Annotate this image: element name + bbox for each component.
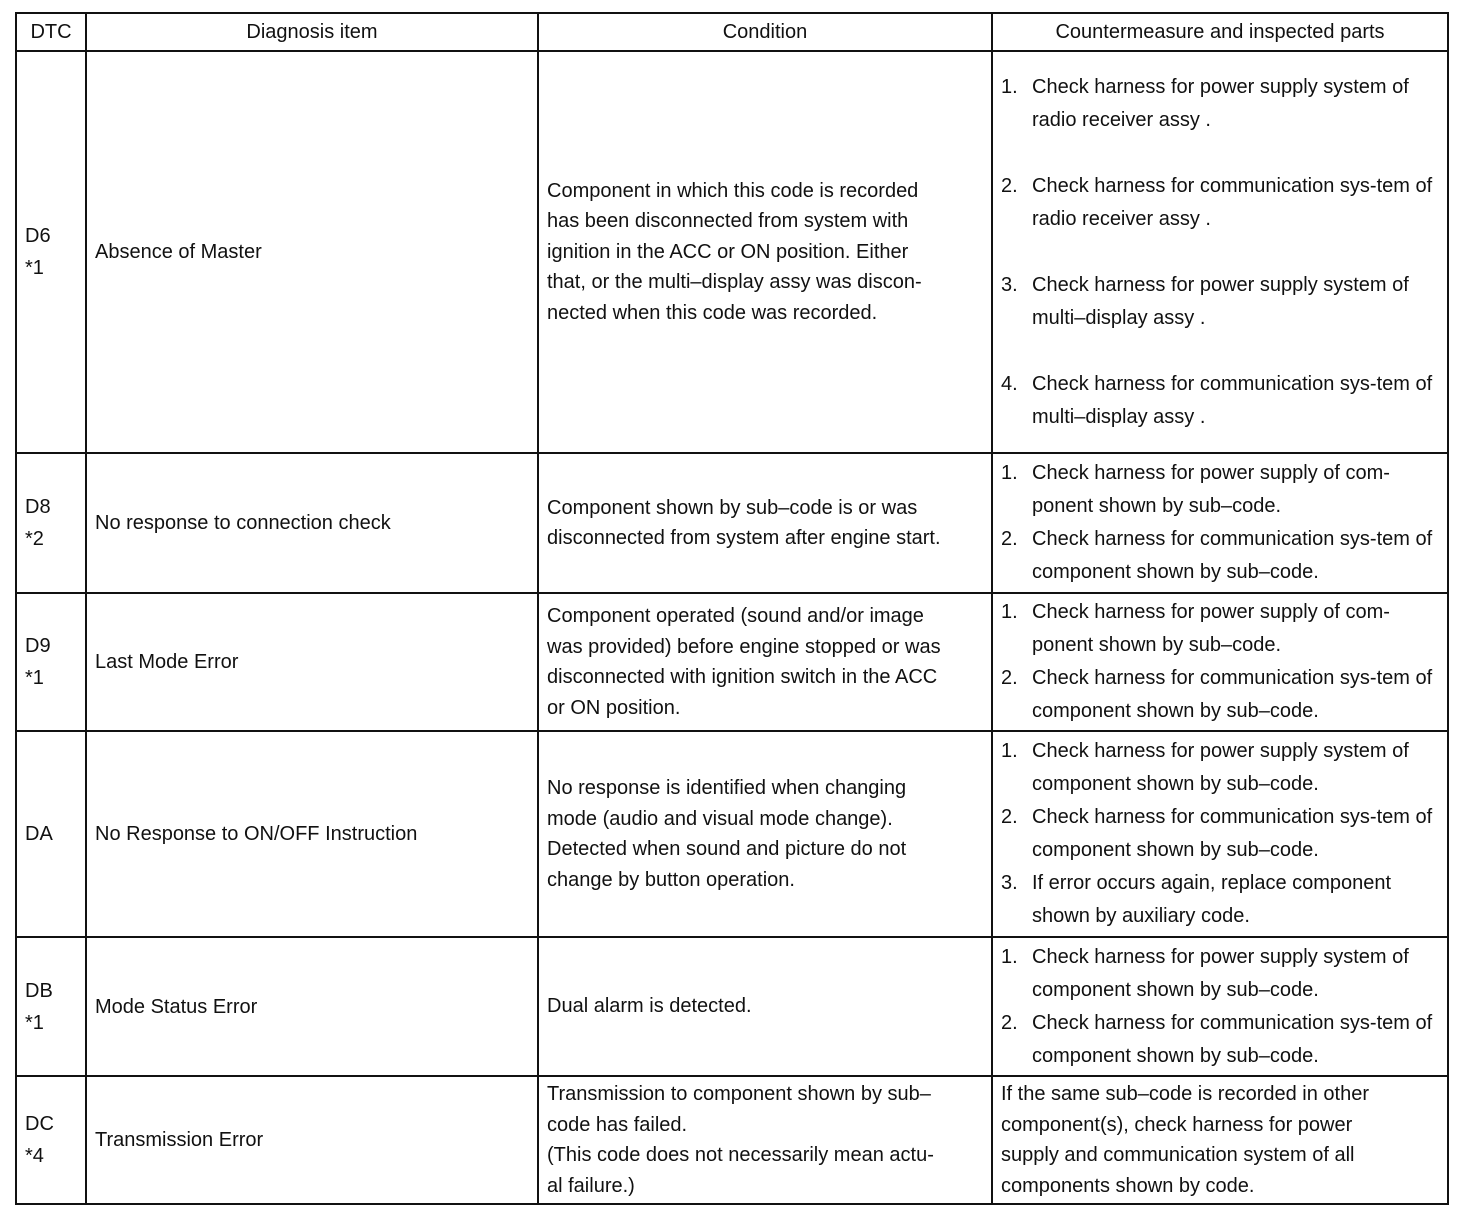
table-row [16,731,1448,937]
step-item [1001,269,1439,335]
step-item [1001,735,1439,801]
dtc-cell [16,1076,86,1204]
condition-line: Component in which this code is recorded [547,179,919,202]
header-dtc: DTC [16,13,86,51]
step-list [1001,941,1439,1073]
diagnosis-item-cell: Transmission Error [86,1076,538,1204]
dtc-code: DC [25,1113,54,1135]
condition-cell [538,453,992,593]
dtc-note: *4 [25,1145,44,1167]
condition-cell [538,1076,992,1204]
step-number: 2. [1001,174,1018,197]
dtc-cell [16,593,86,731]
step-number: 2. [1001,806,1018,828]
step-item [1001,457,1439,523]
header-condition: Condition [538,13,992,51]
condition-line: was provided) before engine stopped or was [547,635,941,658]
diagnosis-item-cell: Absence of Master [86,51,538,453]
header-countermeasure: Countermeasure and inspected parts [992,13,1448,51]
countermeasure-cell [992,453,1448,593]
condition-line: Dual alarm is detected. [547,995,752,1018]
dtc-cell [16,937,86,1076]
dtc-note: *2 [25,528,44,550]
step-item [1001,71,1439,137]
condition-line: No response is identified when changing [547,777,907,799]
condition-line: that, or the multi–display assy was discon- [547,271,922,294]
step-number: 4. [1001,372,1018,395]
step-item [1001,1007,1439,1073]
countermeasure-line: components shown by code. [1001,1174,1255,1197]
condition-line: ignition in the ACC or ON position. Either [547,240,909,263]
condition-cell [538,937,992,1076]
diagnosis-item-cell: No Response to ON/OFF Instruction [86,731,538,937]
table-row [16,593,1448,731]
dtc-cell [16,51,86,453]
condition-line: Detected when sound and picture do not [547,838,907,860]
step-text: Check harness for power supply of com-ponent shown by sub–code. [1032,462,1390,517]
countermeasure-line: If the same sub–code is recorded in other [1001,1083,1369,1105]
countermeasure-line: component(s), check harness for power [1001,1113,1353,1136]
table-row [16,937,1448,1076]
countermeasure-line: supply and communication system of all [1001,1144,1355,1166]
step-text: Check harness for power supply of com-ponent shown by sub–code. [1032,601,1390,656]
table-row [16,1076,1448,1204]
step-item [1001,941,1439,1007]
step-text: If error occurs again, replace component shown by auxiliary code. [1032,872,1392,927]
table-row [16,453,1448,593]
condition-line: Component shown by sub–code is or was [547,496,918,519]
step-list [1001,735,1439,933]
step-text: Check harness for communication sys-tem of component shown by sub–code. [1032,806,1433,861]
step-text: Check harness for power supply system of multi–display assy . [1032,273,1409,329]
dtc-code: DB [25,979,53,1002]
dtc-note: *1 [25,1011,44,1034]
step-item [1001,596,1439,662]
step-item [1001,867,1439,933]
step-text: Check harness for communication sys-tem of component shown by sub–code. [1032,528,1433,583]
diagnosis-item-cell: No response to connection check [86,453,538,593]
step-number: 1. [1001,945,1018,968]
condition-line: nected when this code was recorded. [547,301,878,324]
step-number: 1. [1001,740,1018,762]
step-item [1001,170,1439,236]
header-diagnosis-item: Diagnosis item [86,13,538,51]
step-text: Check harness for power supply system of radio receiver assy . [1032,75,1409,131]
step-number: 1. [1001,601,1018,623]
step-number: 2. [1001,528,1018,550]
countermeasure-cell [992,51,1448,453]
dtc-code: DA [25,823,53,845]
countermeasure-cell [992,1076,1448,1204]
dtc-code: D9 [25,635,51,657]
step-text: Check harness for communication sys-tem of component shown by sub–code. [1032,1011,1433,1067]
dtc-cell [16,731,86,937]
step-list [1001,457,1439,589]
condition-cell [538,593,992,731]
condition-cell [538,731,992,937]
step-text: Check harness for power supply system of component shown by sub–code. [1032,740,1409,795]
step-text: Check harness for power supply system of component shown by sub–code. [1032,945,1409,1001]
step-number: 1. [1001,75,1018,98]
countermeasure-cell [992,593,1448,731]
condition-cell [538,51,992,453]
condition-line: disconnected with ignition switch in the ACC [547,666,938,688]
step-text: Check harness for communication sys-tem of component shown by sub–code. [1032,667,1433,722]
countermeasure-cell [992,731,1448,937]
dtc-table [15,12,1449,1205]
dtc-note: *1 [25,257,44,279]
condition-line: or ON position. [547,696,681,719]
table-row [16,51,1448,453]
step-item [1001,368,1439,434]
condition-line: change by button operation. [547,868,795,891]
diagnosis-item-cell: Mode Status Error [86,937,538,1076]
step-text: Check harness for communication sys-tem of radio receiver assy . [1032,174,1433,230]
step-number: 3. [1001,273,1018,296]
step-item [1001,662,1439,728]
condition-line: Component operated (sound and/or image [547,605,924,627]
dtc-code: D8 [25,496,51,518]
step-number: 2. [1001,1011,1018,1034]
condition-line: code has failed. [547,1113,688,1136]
diagnosis-item-cell: Last Mode Error [86,593,538,731]
condition-line: mode (audio and visual mode change). [547,807,893,830]
condition-line: (This code does not necessarily mean actu- [547,1144,934,1166]
step-list [1001,596,1439,728]
dtc-note: *1 [25,667,44,689]
step-item [1001,523,1439,589]
step-item [1001,801,1439,867]
step-number: 1. [1001,462,1018,484]
step-list [1001,71,1439,434]
condition-line: has been disconnected from system with [547,210,909,233]
condition-line: al failure.) [547,1174,635,1197]
countermeasure-cell [992,937,1448,1076]
condition-line: Transmission to component shown by sub– [547,1083,931,1105]
dtc-code: D6 [25,225,51,247]
step-number: 2. [1001,667,1018,689]
step-text: Check harness for communication sys-tem of multi–display assy . [1032,372,1433,428]
header-row [16,13,1448,51]
condition-line: disconnected from system after engine start. [547,527,941,549]
dtc-cell [16,453,86,593]
step-number: 3. [1001,872,1018,894]
